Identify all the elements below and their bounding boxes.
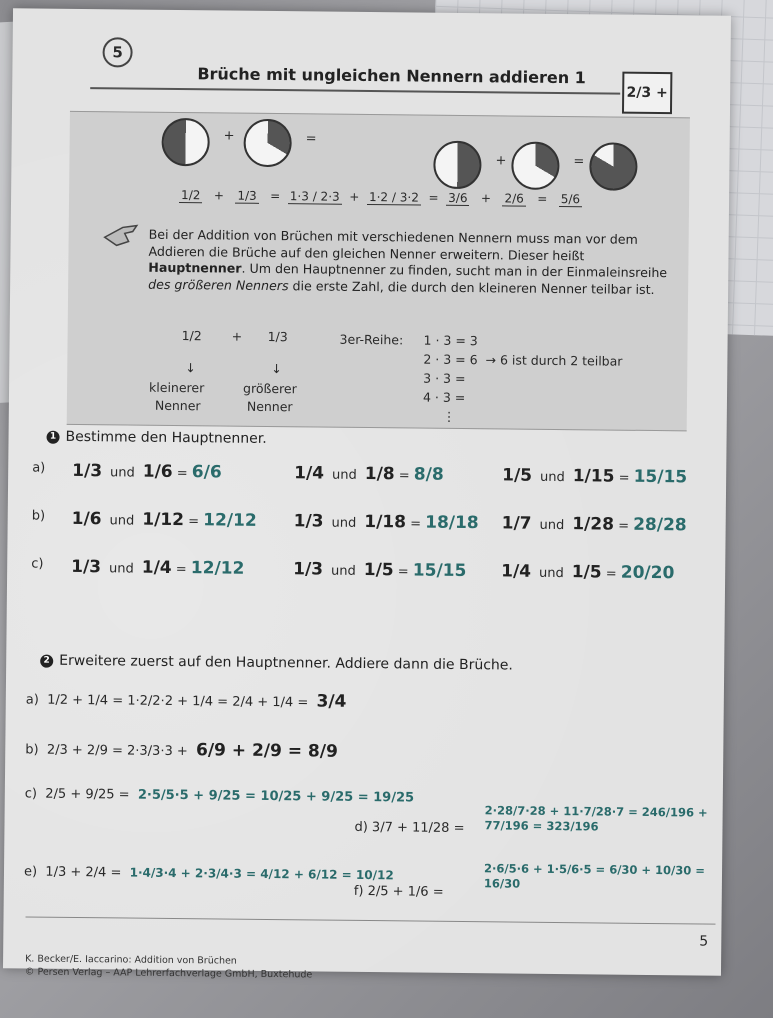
explanation-text: Bei der Addition von Brüchen mit verschiedenen Nennern muss man vor dem Addieren die Brüche auf den gleichen Nenner erweitern. Dieser heißt Hauptnenner. Um den Hauptnenner zu finden, sucht man in der Einmaleinsreihe des größeren Nenners die erste Zahl, die durch den kleineren Nenner teilbar ist. [148,226,668,297]
handwritten-answer[interactable]: 2·6/5·6 + 1·5/6·5 = 6/30 + 10/30 = 16/30 [483,861,706,891]
handwritten-answer[interactable]: 20/20 [620,562,675,584]
und-label: und [539,469,565,486]
equals-sign: = [614,470,634,486]
footer-rule [26,916,716,924]
handwritten-fraction: 1/3 [293,511,324,532]
handwritten-fraction: 1/12 [142,509,185,531]
example-frac: 2/6 [502,191,525,206]
plus-sign: + [495,153,507,169]
equals-sign: = [393,564,413,580]
task1-item [72,509,257,531]
equals-sign: = [601,566,621,582]
task1-title: 1 Bestimme den Hauptnenner. [46,429,266,447]
arrow-down-icon: ↓ [271,360,282,377]
handwritten-answer[interactable]: 6/6 [191,462,222,483]
handwritten-fraction: 1/18 [364,511,407,533]
times-table-3: 3er-Reihe: [339,331,404,348]
equals-sign: = [171,561,191,578]
task1-item [501,561,674,583]
und-label: und [109,465,135,481]
example-right-fraction: 1/3 [267,328,288,345]
handwritten-fraction: 1/28 [572,514,615,535]
task2-b: b) 2/3 + 2/9 = 2·3/3·3 + 6/9 + 2/9 = 8/9 [25,740,338,762]
equals-sign: = [405,516,426,532]
equals-sign: = [172,465,192,482]
handwritten-answer[interactable]: 2·28/7·28 + 11·7/28·7 = 246/196 + 77/196 = 323/196 [484,803,708,834]
handwritten-answer[interactable]: 12/12 [190,558,245,579]
handwritten-answer[interactable]: 15/15 [633,466,688,488]
footer-credits: K. Becker/E. Iaccarino: Addition von Brüchen © Persen Verlag – AAP Lehrerfachverlage GmbH, Buxtehude [24,953,313,981]
task2-f: f) 2/5 + 1/6 = [353,883,444,900]
und-label: und [539,517,565,534]
task2-title: 2 Erweitere zuerst auf den Hauptnenner. Addiere dann die Brüche. [40,653,513,674]
task1-item [294,463,444,485]
equals-sign: = [613,518,634,534]
handwritten-fraction: 1/5 [502,465,533,486]
und-label: und [108,561,134,577]
example-frac: 1·3 / 2·3 [288,189,342,205]
equals-sign: = [183,514,204,530]
page-number-circle: 5 [102,37,132,67]
label-groesserer: größerer [243,380,297,397]
label-nenner-right: Nenner [246,398,293,415]
pie-five-sixths-icon [589,142,638,191]
task2-a: a) 1/2 + 1/4 = 1·2/2·2 + 1/4 = 2/4 + 1/4 = 3/4 [25,691,347,712]
plus-sign: + [231,328,243,344]
handwritten-fraction: 1/6 [142,461,173,482]
footer-page-number: 5 [699,933,709,950]
pie-half-icon [161,118,210,167]
handwritten-answer[interactable]: 2·5/5·5 + 9/25 = 10/25 + 9/25 = 19/25 [137,787,415,806]
handwritten-answer[interactable]: 28/28 [633,514,687,536]
arrow-down-icon: ↓ [185,360,196,376]
und-label: und [331,467,357,483]
task1-row-label: c) [31,556,44,572]
handwritten-answer[interactable]: 6/9 + 2/9 = 8/9 [195,740,338,762]
handwritten-fraction: 1/6 [71,508,102,530]
plus-sign: + [223,128,235,144]
equals-sign: = [394,468,414,484]
pie-third-icon [243,119,292,168]
und-label: und [330,563,356,579]
worksheet-title: Brüche mit ungleichen Nennern addieren 1 [197,64,586,88]
handwritten-fraction: 1/4 [141,557,172,578]
worksheet-page [3,8,731,981]
handwritten-answer[interactable]: 8/8 [413,464,444,485]
handwritten-answer[interactable]: 3/4 [316,691,347,712]
task1-item [72,461,222,483]
label-nenner-left: Nenner [154,397,201,414]
und-label: und [331,515,357,531]
task1-item [502,513,687,535]
example-frac: 1/2 [179,188,202,203]
task1-item [71,557,244,579]
pointing-hand-icon [103,219,141,249]
pie-sixths-a-icon [433,141,482,190]
example-equation: 1/2 + 1/3 = 1·3 / 2·3 + 1·2 / 3·2 = 3/6 + 2/6 = 5/6 [179,188,582,207]
example-frac: 3/6 [446,191,469,206]
example-left-fraction: 1/2 [181,328,202,344]
handwritten-fraction: 1/4 [501,561,532,582]
handwritten-fraction: 1/3 [293,559,324,580]
example-frac: 5/6 [559,192,582,207]
task2-d: d) 3/7 + 11/28 = [354,819,465,837]
handwritten-answer[interactable]: 15/15 [412,560,467,582]
task2-d-answer [484,803,724,836]
handwritten-fraction: 1/3 [71,556,102,578]
equals-sign: = [305,131,317,147]
times-table-lines: 1 · 3 = 3 2 · 3 = 6 → 6 ist durch 2 teilbar 3 · 3 = 4 · 3 = ⋮ [422,332,623,424]
equals-sign: = [573,154,585,170]
und-label: und [109,513,135,529]
handwritten-answer[interactable]: 1·4/3·4 + 2·3/4·3 = 4/12 + 6/12 = 10/12 [129,865,394,883]
title-fraction-badge: 2/3 + [622,72,672,115]
label-kleinerer: kleinerer [149,379,205,396]
handwritten-fraction: 1/7 [501,513,532,534]
handwritten-fraction: 1/4 [294,463,325,484]
handwritten-answer[interactable]: 18/18 [425,512,479,534]
handwritten-answer[interactable]: 12/12 [203,510,257,531]
task1-item [502,465,687,487]
handwritten-fraction: 1/5 [363,559,394,581]
task1-item [294,511,479,533]
title-underline [90,87,620,95]
task2-c: c) 2/5 + 9/25 = 2·5/5·5 + 9/25 = 10/25 + 9/25 = 19/25 [24,786,415,806]
task2-f-answer [484,861,724,894]
task2-e: e) 1/3 + 2/4 = 1·4/3·4 + 2·3/4·3 = 4/12 + 6/12 = 10/12 [23,864,394,883]
und-label: und [538,565,564,582]
task1-item [293,559,466,581]
task1-row-label: b) [31,508,46,524]
handwritten-fraction: 1/3 [72,460,103,482]
handwritten-fraction: 1/5 [571,562,602,583]
example-frac: 1/3 [235,189,258,204]
pie-sixths-b-icon [511,141,560,190]
handwritten-fraction: 1/15 [572,466,615,487]
example-frac: 1·2 / 3·2 [367,190,421,206]
task1-row-label: a) [32,460,46,476]
handwritten-fraction: 1/8 [364,463,395,485]
